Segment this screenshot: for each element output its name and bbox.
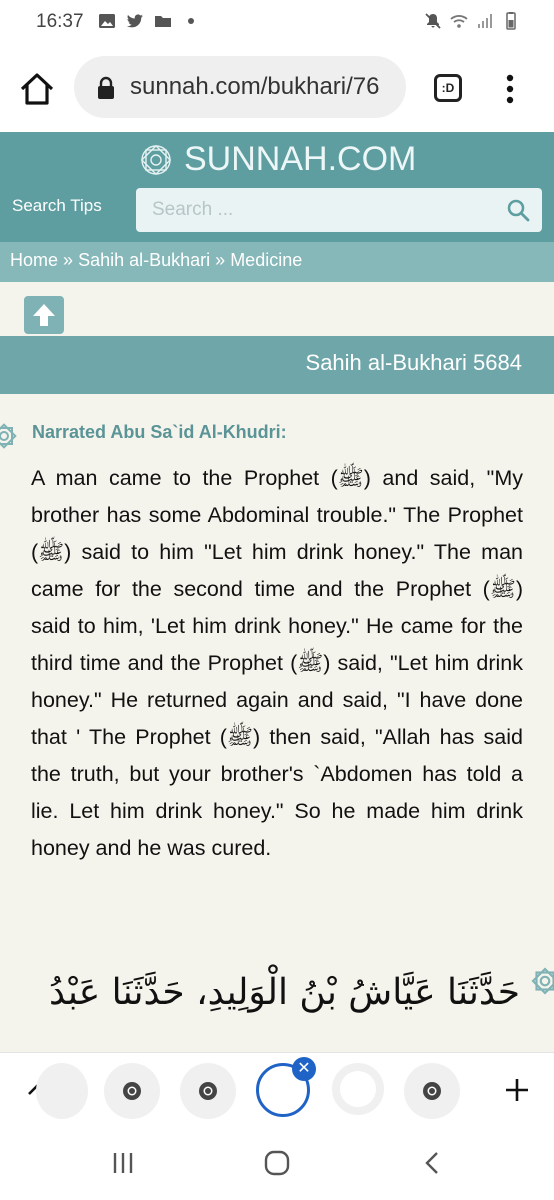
breadcrumb-home[interactable]: Home	[10, 250, 59, 270]
nav-home-icon[interactable]	[264, 1150, 290, 1176]
arrow-up-icon	[24, 296, 64, 334]
site-logo[interactable]	[138, 140, 416, 179]
overflow-menu-icon[interactable]	[500, 70, 520, 108]
breadcrumb-separator: »	[215, 250, 226, 270]
status-time: 16:37	[36, 11, 84, 32]
signal-icon	[476, 12, 494, 30]
close-tab-button[interactable]: ✕	[292, 1057, 316, 1081]
tab-item[interactable]	[180, 1063, 236, 1119]
search-placeholder: Search ...	[152, 199, 234, 220]
lock-icon	[96, 76, 116, 100]
home-icon[interactable]	[18, 70, 56, 108]
search-tips-link[interactable]: Search Tips	[12, 196, 102, 215]
status-icons-right	[424, 12, 520, 30]
narrator: Narrated Abu Sa`id Al-Khudri:	[32, 422, 287, 442]
tab-item[interactable]	[404, 1063, 460, 1119]
breadcrumb-separator: »	[63, 250, 74, 270]
tab-item[interactable]	[104, 1063, 160, 1119]
folder-icon	[154, 12, 172, 30]
breadcrumb-collection[interactable]: Sahih al-Bukhari	[78, 250, 211, 270]
status-icons-left	[98, 12, 200, 30]
mute-icon	[424, 12, 442, 30]
chrome-icon	[422, 1081, 442, 1101]
hadith-title: Sahih al-Bukhari 5684	[305, 350, 522, 375]
ornament-icon	[0, 420, 20, 452]
recent-apps-icon[interactable]	[110, 1150, 136, 1176]
dot-icon	[182, 12, 200, 30]
hadith-title-bar	[0, 336, 554, 394]
url-text: sunnah.com/bukhari/76	[130, 73, 380, 100]
tab-switcher-button[interactable]: :D	[434, 74, 462, 102]
wifi-icon	[450, 12, 468, 30]
status-bar	[0, 0, 554, 44]
logo-text: SUNNAH.COM	[184, 140, 417, 178]
site-header	[0, 132, 554, 242]
tab-item[interactable]	[332, 1063, 384, 1115]
chrome-icon	[122, 1081, 142, 1101]
address-bar[interactable]	[74, 56, 406, 118]
hadith-content	[0, 282, 554, 1052]
tab-strip	[0, 1052, 554, 1126]
hadith-english-text: A man came to the Prophet (ﷺ) and said, "My brother has some Abdominal trouble." The Prophet (ﷺ) said to him "Let him drink honey." The man came for the second time and the Prophet (ﷺ) said to him, 'Let him drink honey." He came for the third time and the Prophet (ﷺ) said, "Let him drink honey." He returned again and said, "I have done that ' The Prophet (ﷺ) then said, "Allah has said the truth, but your brother's `Abdomen has told a lie. Let him drink honey." So he made him drink honey and he was cured.	[31, 466, 524, 860]
search-input[interactable]	[136, 188, 542, 232]
browser-toolbar	[0, 44, 554, 132]
image-icon	[98, 12, 116, 30]
search-icon[interactable]	[506, 198, 530, 222]
chrome-icon	[198, 1081, 218, 1101]
breadcrumb	[0, 242, 554, 282]
hadith-arabic-text: حَدَّثَنَا عَيَّاشُ بْنُ الْوَلِيدِ، حَدَّثَنَا عَبْدُ	[48, 972, 520, 1013]
logo-emblem-icon	[138, 142, 174, 178]
back-icon[interactable]	[420, 1150, 446, 1176]
battery-icon	[502, 12, 520, 30]
twitter-icon	[126, 12, 144, 30]
ornament-icon	[528, 964, 554, 998]
add-tab-icon[interactable]	[502, 1075, 532, 1105]
system-nav-bar	[0, 1126, 554, 1200]
tab-item[interactable]	[36, 1063, 88, 1119]
breadcrumb-book[interactable]: Medicine	[230, 250, 303, 270]
scroll-up-button[interactable]	[24, 296, 64, 334]
